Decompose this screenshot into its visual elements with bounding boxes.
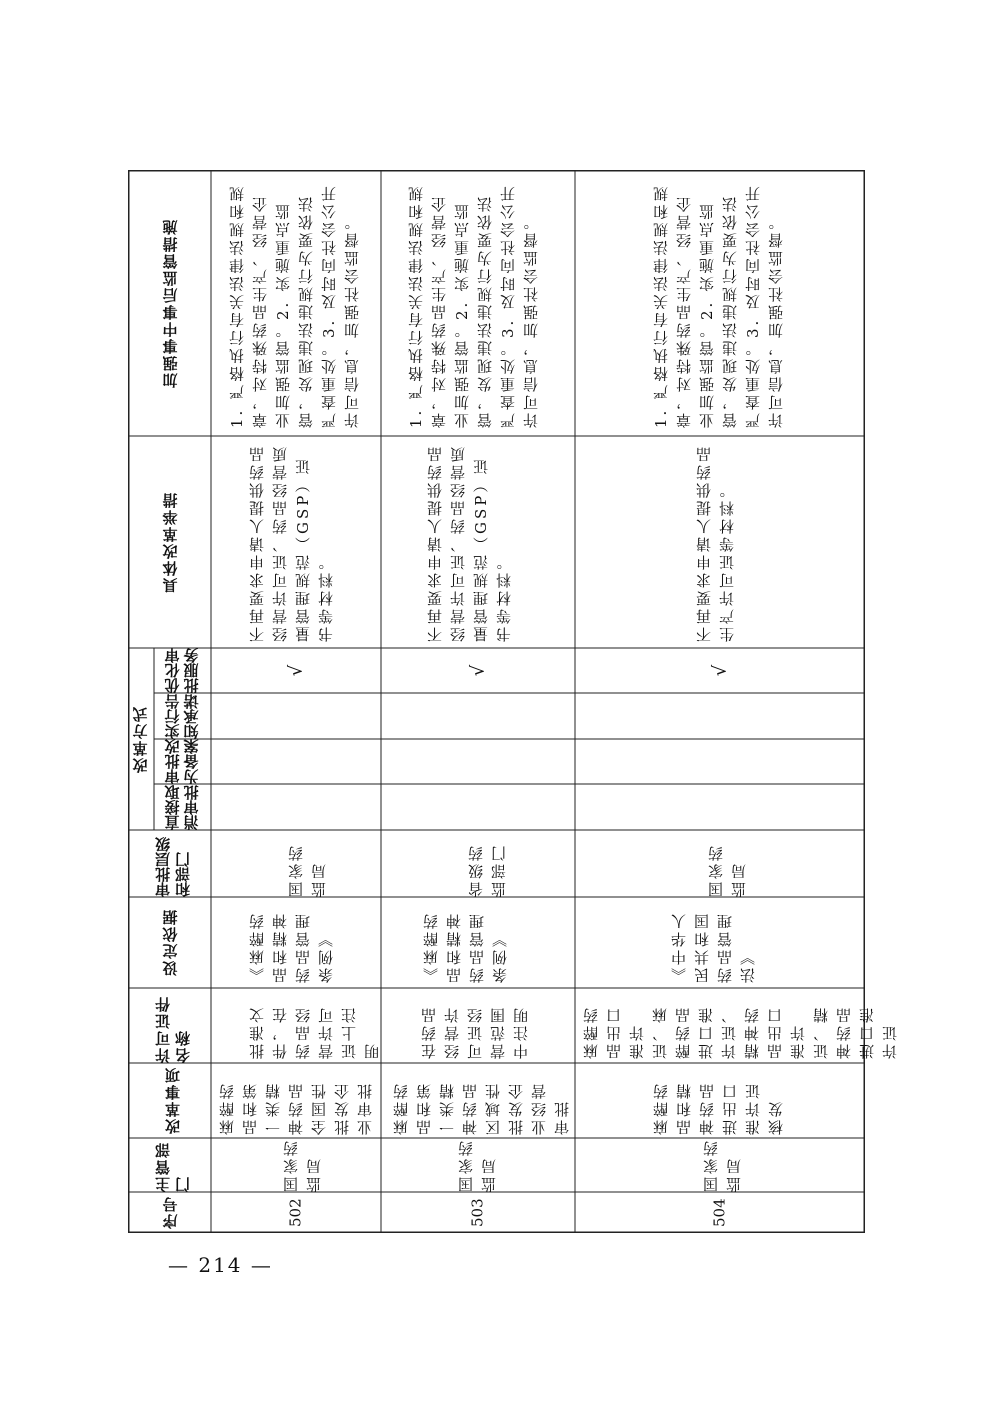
header-license: 许可证件名称: [154, 995, 192, 1063]
row-504-measures: 不再要求申请人提供药品生产许可证等材料。: [695, 444, 736, 642]
header-supervision: 加强事中事后监管措施: [161, 218, 180, 388]
page-number: — 214 —: [168, 1253, 273, 1277]
header-level: 审批层级和部门: [154, 837, 192, 897]
row-504-basis: 《中华人民共和国药品管理法》: [670, 911, 757, 983]
row-503-check-mark: √: [467, 664, 489, 677]
row-502-check-mark: √: [285, 664, 307, 677]
header-mode-optimize: 优化审批服务: [163, 648, 201, 693]
header-dept: 主管部门: [154, 1141, 192, 1192]
row-503-dept: 国家药监局: [457, 1138, 498, 1192]
header-item: 改革事项: [164, 1066, 182, 1135]
row-503-level: 省级药监部门: [467, 843, 508, 897]
reform-table: [128, 170, 899, 1233]
row-503-item: 麻醉药品和第一类精神药品区域性批发企业经营审批: [392, 1081, 571, 1135]
row-503-seq: 503: [468, 1198, 487, 1227]
header-reform-mode: 改革方式: [131, 705, 150, 773]
row-504-check-mark: √: [709, 664, 731, 677]
header-mode-cancel: 直接取消审批: [163, 785, 201, 830]
row-502-dept: 国家药监局: [282, 1138, 323, 1192]
row-504-seq: 504: [710, 1198, 729, 1227]
row-502-measures: 不再要求申请人提供药品经营许可证、药品经营质量管理规范（GSP）证书等材料。: [248, 444, 335, 642]
row-502-license: 批准文件，在药品经营许可证上注明: [248, 1005, 381, 1059]
header-measures: 具体改革举措: [161, 491, 180, 593]
row-503-basis: 《麻醉药品和精神药品管理条例》: [422, 911, 509, 983]
row-502-item: 麻醉药品和第一类精神药品全国性批发企业审批: [218, 1081, 374, 1135]
row-504-license: 麻醉药品出口准许证、麻醉药品进口准许证、精神药品出口准许证、精神药品进口准许证: [582, 1005, 899, 1059]
header-basis: 设定依据: [161, 908, 180, 977]
row-502-seq: 502: [286, 1198, 305, 1227]
row-502-basis: 《麻醉药品和精神药品管理条例》: [248, 911, 335, 983]
header-seq: 序号: [161, 1195, 180, 1230]
row-503-supervision: 1. 严格执行有关法律法规和规章，对特殊药品生产、经营企业加强监管。2. 实施重点监管，发现违法违规行为要依法严查重处。3. 及时向社会公开许可信息，加强社会监督。: [407, 183, 540, 428]
row-504-dept: 国家药监局: [702, 1138, 743, 1192]
row-504-item: 麻醉药品和精神药品进出口准许证核发: [652, 1081, 785, 1135]
row-503-measures: 不再要求申请人提供药品经营许可证、药品经营质量管理规范（GSP）证书等材料。: [426, 444, 513, 642]
header-mode-filing: 审批改为备案: [163, 739, 201, 784]
row-502-level: 国家药监局: [287, 843, 328, 897]
row-503-license: 在药品经营许可证经营范围中注明: [420, 1005, 530, 1059]
row-504-supervision: 1. 严格执行有关法律法规和规章，对特殊药品生产、经营企业加强监管。2. 实施重点监管，发现违法违规行为要依法严查重处。3. 及时向社会公开许可信息，加强社会监督。: [652, 183, 785, 428]
header-mode-notify: 实行告知承诺: [163, 694, 201, 739]
row-504-level: 国家药监局: [707, 843, 748, 897]
row-502-supervision: 1. 严格执行有关法律法规和规章，对特殊药品生产、经营企业加强监管。2. 实施重点监管，发现违法违规行为要依法严查重处。3. 及时向社会公开许可信息，加强社会监督。: [228, 183, 361, 428]
